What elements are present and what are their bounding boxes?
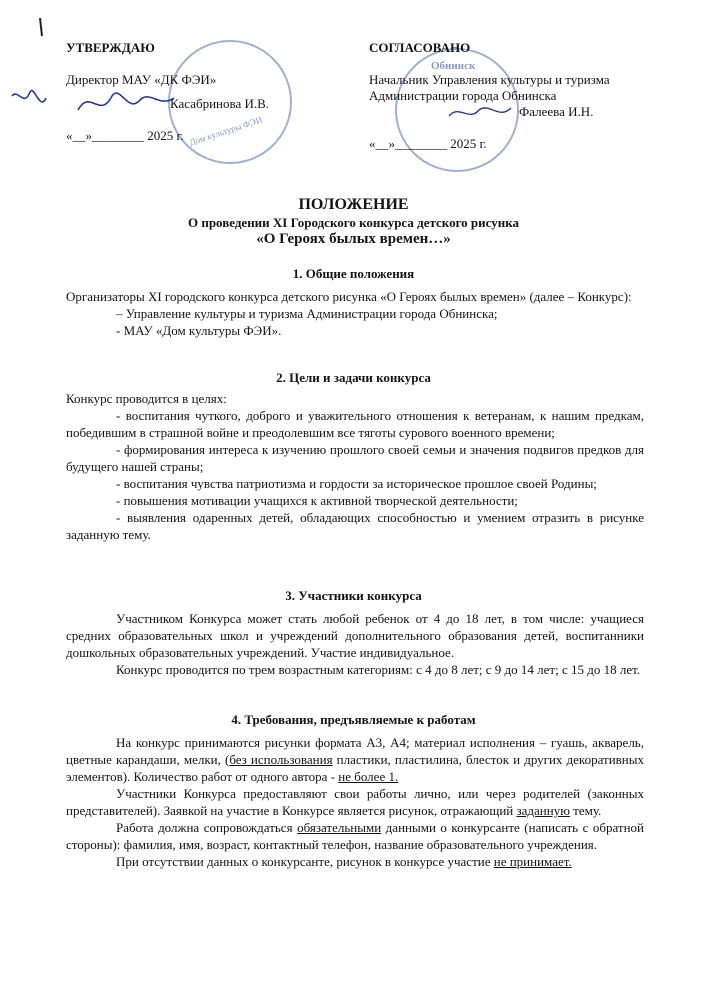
stamp-left-text: Дом культуры ФЭИ <box>188 114 264 148</box>
section-4-title: 4. Требования, предъявляемые к работам <box>231 712 476 727</box>
section-4-p3 <box>66 819 644 853</box>
section-1-title: 1. Общие положения <box>292 266 415 281</box>
section-4-p4a: При отсутствии данных о конкурсанте, рисунок в конкурсе участие <box>116 854 494 869</box>
section-4-p3b: данными о конкурсанте (написать с обратной стороны): фамилия, имя, возраст, контактный телефон, название образовательного учреждения. <box>66 820 644 852</box>
section-1-p3: - МАУ «Дом культуры ФЭИ». <box>116 323 282 338</box>
section-2-p5: - выявления одаренных детей, обладающих способностью и умением отразить в рисунке заданную тему. <box>66 510 644 542</box>
section-2-p0: Конкурс проводится в целях: <box>66 391 227 406</box>
agree-org: Администрации города Обнинска <box>369 88 557 103</box>
doc-subtitle: О проведении XI Городского конкурса детского рисунка <box>187 215 520 230</box>
section-4-p1a: На конкурс принимаются рисунки формата А3, А4; материал исполнения – гуашь, акварель, цветные карандаши, мелки, ( <box>66 735 644 767</box>
approve-heading: УТВЕРЖДАЮ <box>66 40 155 55</box>
section-4-p1b: пластики, пластилина, блесток и других декоративных элементов). Количество работ от одного автора - <box>66 752 644 784</box>
section-3-p2: Конкурс проводится по трем возрастным категориям: с 4 до 8 лет; с 9 до 14 лет; с 15 до 18 лет. <box>116 662 641 677</box>
approve-block <box>66 40 306 144</box>
section-2-body <box>66 390 644 543</box>
section-2-p1: - воспитания чуткого, доброго и уважительного отношения к ветеранам, к нашим предкам, победившим в страшной войне и преодолевшим все тяготы сурового военного времени; <box>66 408 644 440</box>
section-2-p4: - повышения мотивации учащихся к активной творческой деятельности; <box>116 493 518 508</box>
section-4-p2a: Участники Конкурса предоставляют свои работы лично, или через родителей (законных представителей). Заявкой на участие в Конкурсе является рисунок, отражающий <box>66 786 644 818</box>
agree-date: «__»________ 2025 г. <box>369 136 487 151</box>
section-4-p2 <box>66 785 644 819</box>
approve-date: «__»________ 2025 г. <box>66 128 184 143</box>
section-4-p4-underline: не принимает. <box>493 854 572 869</box>
approve-name: Касабринова И.В. <box>170 96 270 111</box>
section-2-p3: - воспитания чувства патриотизма и гордости за историческое прошлое своей Родины; <box>116 476 597 491</box>
section-3-body <box>66 610 644 678</box>
agree-name: Фалеева И.Н. <box>519 104 594 119</box>
doc-subtitle-2: «О Героях былых времен…» <box>256 231 451 247</box>
section-3-title: 3. Участники конкурса <box>285 588 422 603</box>
section-4-p2-underline: заданную <box>516 803 570 818</box>
agree-position: Начальник Управления культуры и туризма <box>369 72 610 87</box>
stamp-right-text: Обнинск <box>431 60 476 72</box>
section-4-p1 <box>66 734 644 785</box>
section-4-p1-underline-2: не более 1. <box>338 769 399 784</box>
agree-block <box>369 40 659 152</box>
section-2-p2: - формирования интереса к изучению прошлого своей семьи и значения подвигов предков для будущего нашей страны; <box>66 442 644 474</box>
agree-heading: СОГЛАСОВАНО <box>369 40 471 55</box>
section-4-p2b: тему. <box>569 803 602 818</box>
section-4-p3-underline: обязательными <box>297 820 382 835</box>
doc-title: ПОЛОЖЕНИЕ <box>298 196 409 213</box>
section-4-p3a: Работа должна сопровождаться <box>116 820 298 835</box>
approve-position: Директор МАУ «ДК ФЭИ» <box>66 72 217 87</box>
section-1-p1: Организаторы XI городского конкурса детского рисунка «О Героях былых времен» (далее – Конкурс): <box>66 289 632 304</box>
section-1-p2: – Управление культуры и туризма Администрации города Обнинска; <box>116 306 498 321</box>
section-3-p1: Участником Конкурса может стать любой ребенок от 4 до 18 лет, в том числе: учащиеся средних образовательных школ и учреждений дополнительного образования детей, воспитанники дошкольных образовательных учреждений. Участие индивидуальное. <box>66 611 644 660</box>
section-2-title: 2. Цели и задачи конкурса <box>276 370 431 385</box>
section-1-body <box>66 288 644 339</box>
section-4-body <box>66 734 644 870</box>
section-4-p1-underline: без использования <box>229 752 333 767</box>
section-4-p4 <box>66 853 644 870</box>
